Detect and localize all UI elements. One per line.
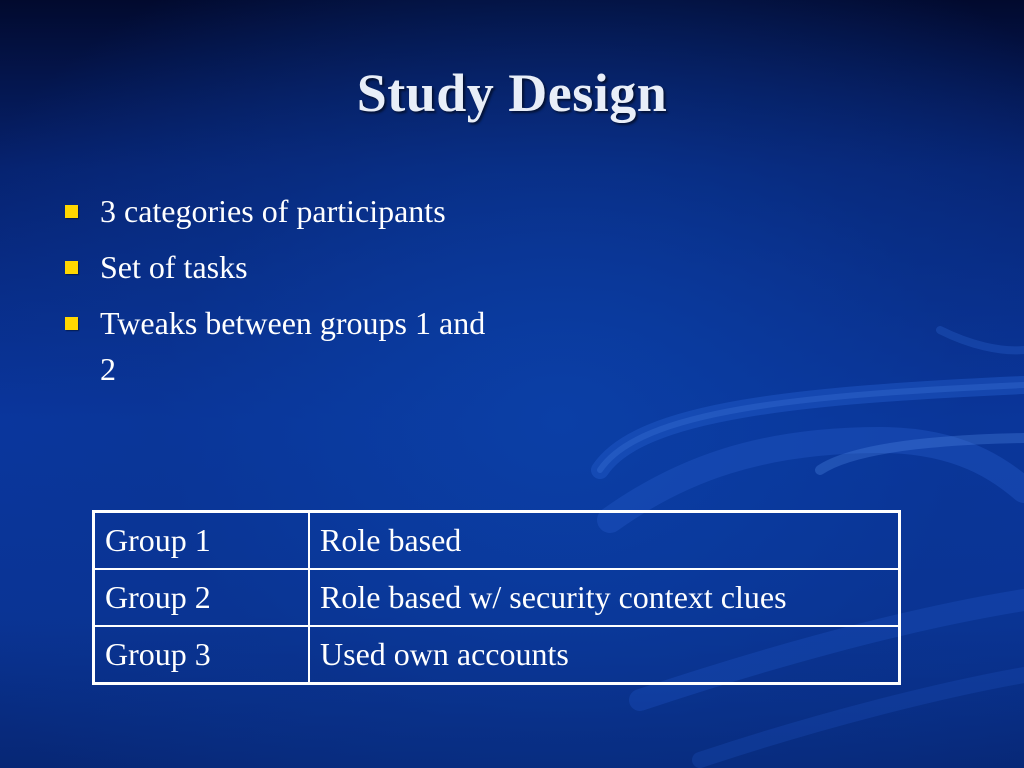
square-bullet-icon — [65, 205, 78, 218]
bullet-item — [60, 300, 490, 392]
group-cell: Group 1 — [94, 512, 310, 570]
slide-title: Study Design — [356, 63, 668, 123]
group-cell: Group 2 — [94, 569, 310, 626]
description-cell: Role based w/ security context clues — [309, 569, 900, 626]
groups-table — [92, 510, 901, 685]
bullet-item — [60, 244, 490, 290]
description-cell: Role based — [309, 512, 900, 570]
bullet-text: Set of tasks — [100, 249, 248, 285]
description-cell: Used own accounts — [309, 626, 900, 684]
bullet-text: Tweaks between groups 1 and 2 — [100, 305, 486, 387]
bullet-text: 3 categories of participants — [100, 193, 446, 229]
square-bullet-icon — [65, 317, 78, 330]
bullet-list — [60, 188, 490, 402]
table-row — [94, 626, 900, 684]
bullet-item — [60, 188, 490, 234]
square-bullet-icon — [65, 261, 78, 274]
table-row — [94, 569, 900, 626]
table-row — [94, 512, 900, 570]
group-cell: Group 3 — [94, 626, 310, 684]
